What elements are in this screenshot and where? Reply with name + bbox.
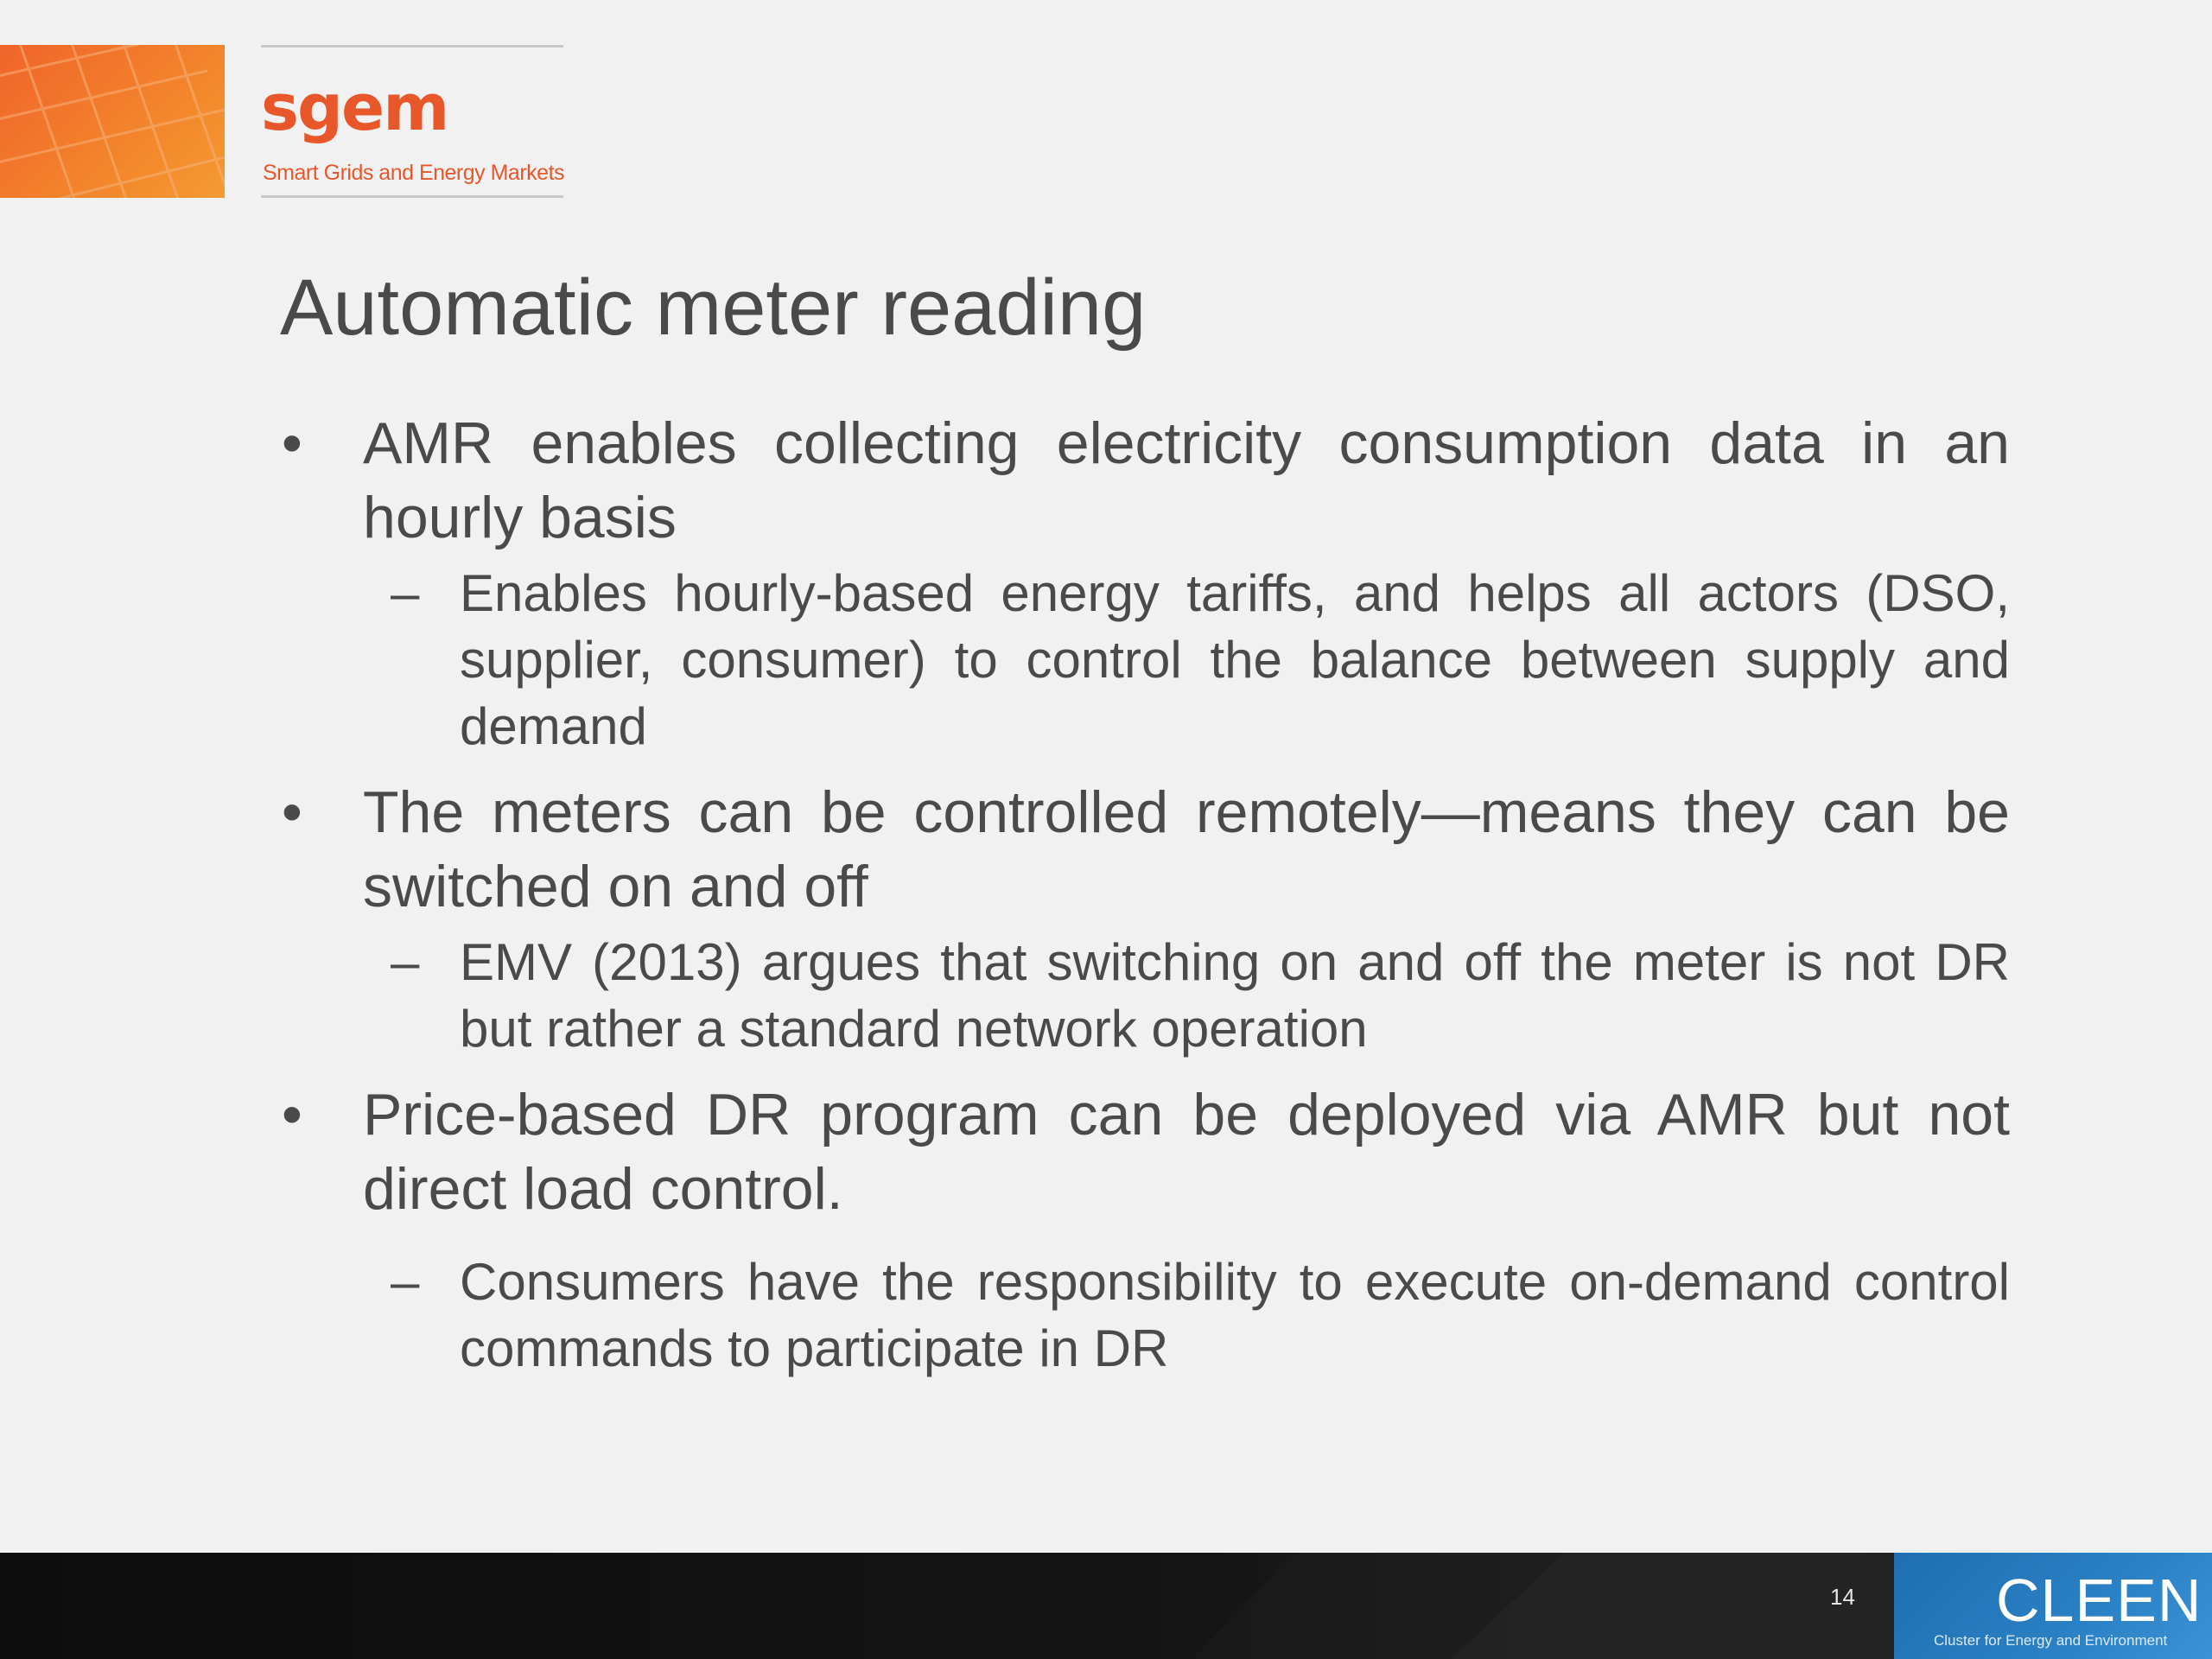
dash-marker: – xyxy=(391,1253,420,1311)
bullet-marker: • xyxy=(282,410,302,476)
sub-bullet-text: EMV (2013) argues that switching on and off the meter is not DR but rather a standard network operation xyxy=(460,933,2010,1058)
bullet-item xyxy=(276,406,2010,555)
bullet-text: AMR enables collecting electricity consumption data in an hourly basis xyxy=(363,410,2010,550)
cleen-logo xyxy=(1894,1553,2212,1659)
sub-bullet-text: Enables hourly-based energy tariffs, and helps all actors (DSO, supplier, consumer) to control the balance between supply and demand xyxy=(460,564,2010,755)
cleen-tagline: Cluster for Energy and Environment xyxy=(1934,1632,2168,1649)
footer-decoration xyxy=(1192,1553,1894,1659)
sub-bullet-item xyxy=(276,1249,2010,1382)
sub-bullet-text: Consumers have the responsibility to execute on-demand control commands to participate in DR xyxy=(460,1253,2010,1377)
dash-marker: – xyxy=(391,933,420,991)
sub-bullet-item xyxy=(276,560,2010,760)
bullet-marker: • xyxy=(282,779,302,845)
logo-tagline: Smart Grids and Energy Markets xyxy=(263,161,565,185)
solar-panel-logo-image xyxy=(0,45,225,198)
footer-bar xyxy=(0,1553,2212,1659)
bullet-item xyxy=(276,1077,2010,1226)
solar-grid-icon xyxy=(0,45,225,198)
logo-wordmark: sgem xyxy=(261,71,448,145)
sgem-logo xyxy=(261,45,563,198)
dash-marker: – xyxy=(391,564,420,622)
slide-title: Automatic meter reading xyxy=(280,264,1147,352)
bullet-item xyxy=(276,775,2010,924)
sub-bullet-item xyxy=(276,929,2010,1062)
page-number: 14 xyxy=(1830,1584,1855,1610)
bullet-text: Price-based DR program can be deployed via AMR but not direct load control. xyxy=(363,1082,2010,1222)
bullet-text: The meters can be controlled remotely—means they can be switched on and off xyxy=(363,779,2010,919)
bullet-list xyxy=(276,406,2010,1382)
cleen-wordmark: CLEEN xyxy=(1996,1567,2202,1634)
bullet-marker: • xyxy=(282,1082,302,1147)
